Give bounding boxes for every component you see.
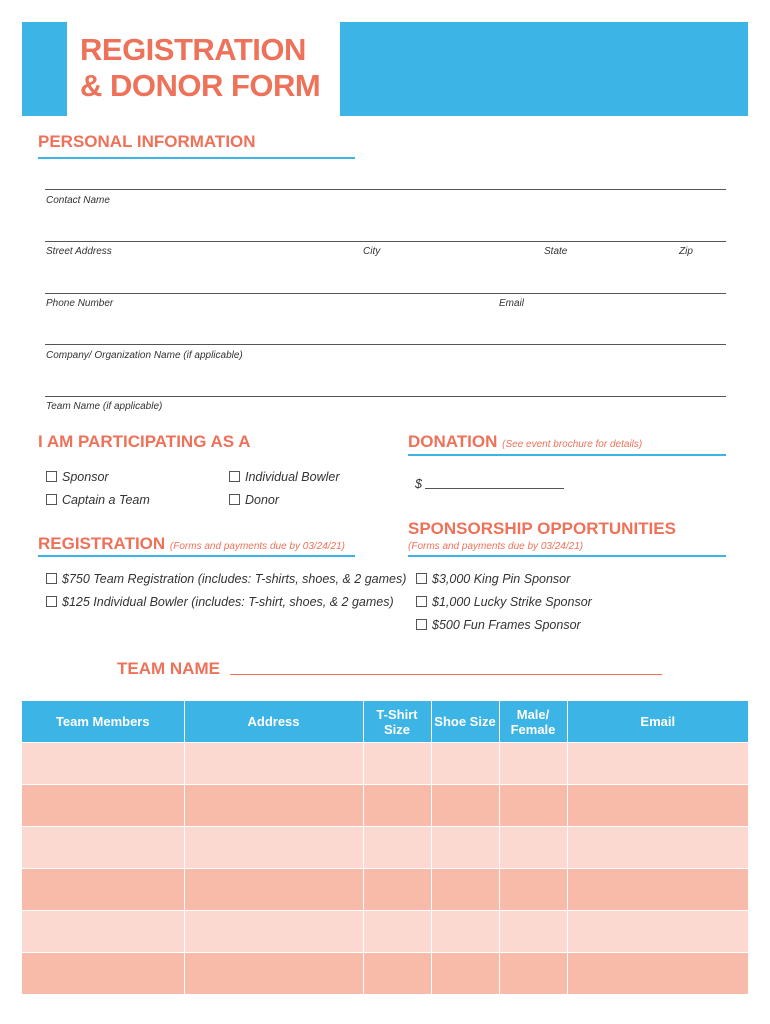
table-cell[interactable] bbox=[363, 785, 431, 827]
table-cell[interactable] bbox=[363, 869, 431, 911]
registration-heading: REGISTRATION (Forms and payments due by 03/24/21) bbox=[38, 534, 346, 553]
table-header-row bbox=[22, 701, 748, 743]
table-cell[interactable] bbox=[499, 785, 567, 827]
table-cell[interactable] bbox=[499, 911, 567, 953]
table-cell[interactable] bbox=[431, 827, 499, 869]
table-cell[interactable] bbox=[431, 743, 499, 785]
table-cell[interactable] bbox=[363, 743, 431, 785]
sponsorship-underline bbox=[408, 555, 726, 557]
col-gender: Male/ Female bbox=[499, 701, 567, 743]
table-row bbox=[22, 911, 748, 953]
option-sponsor[interactable]: Sponsor bbox=[46, 470, 109, 484]
option-individual-registration[interactable]: $125 Individual Bowler (includes: T-shirt, shoes, & 2 games) bbox=[46, 595, 394, 609]
table-cell[interactable] bbox=[184, 743, 363, 785]
checkbox[interactable] bbox=[46, 471, 57, 482]
registration-note: (Forms and payments due by 03/24/21) bbox=[169, 541, 346, 552]
option-fun-frames[interactable]: $500 Fun Frames Sponsor bbox=[416, 618, 581, 632]
team-name-field[interactable] bbox=[45, 396, 726, 397]
state-label: State bbox=[544, 246, 568, 257]
personal-info-heading: PERSONAL INFORMATION bbox=[38, 132, 256, 151]
personal-info-underline bbox=[38, 157, 355, 159]
city-label: City bbox=[363, 246, 381, 257]
donation-heading: DONATION (See event brochure for details) bbox=[408, 432, 643, 451]
checkbox[interactable] bbox=[46, 596, 57, 607]
participating-heading: I AM PARTICIPATING AS A bbox=[38, 432, 251, 451]
table-cell[interactable] bbox=[363, 953, 431, 995]
table-cell[interactable] bbox=[22, 869, 184, 911]
table-cell[interactable] bbox=[184, 953, 363, 995]
option-donor[interactable]: Donor bbox=[229, 493, 279, 507]
table-cell[interactable] bbox=[567, 911, 748, 953]
table-cell[interactable] bbox=[567, 869, 748, 911]
table-cell[interactable] bbox=[431, 911, 499, 953]
table-cell[interactable] bbox=[499, 827, 567, 869]
street-address-label: Street Address bbox=[46, 246, 112, 257]
form-title-line1: REGISTRATION bbox=[80, 32, 306, 67]
checkbox[interactable] bbox=[416, 596, 427, 607]
table-cell[interactable] bbox=[363, 827, 431, 869]
table-cell[interactable] bbox=[431, 953, 499, 995]
col-tshirt-size: T-Shirt Size bbox=[363, 701, 431, 743]
table-row bbox=[22, 743, 748, 785]
donation-note: (See event brochure for details) bbox=[502, 439, 643, 450]
company-label: Company/ Organization Name (if applicable) bbox=[46, 350, 243, 361]
table-cell[interactable] bbox=[184, 911, 363, 953]
form-title bbox=[80, 32, 320, 104]
table-cell[interactable] bbox=[567, 743, 748, 785]
table-cell[interactable] bbox=[431, 869, 499, 911]
contact-name-label: Contact Name bbox=[46, 195, 110, 206]
checkbox[interactable] bbox=[416, 573, 427, 584]
team-name-label: Team Name (if applicable) bbox=[46, 401, 163, 412]
col-shoe-size: Shoe Size bbox=[431, 701, 499, 743]
option-captain-team[interactable]: Captain a Team bbox=[46, 493, 150, 507]
table-cell[interactable] bbox=[567, 785, 748, 827]
email-label: Email bbox=[499, 298, 525, 309]
col-team-members: Team Members bbox=[22, 701, 184, 743]
table-row bbox=[22, 953, 748, 995]
team-name-input-line[interactable] bbox=[230, 674, 662, 675]
header-accent-bar bbox=[22, 22, 67, 116]
checkbox[interactable] bbox=[416, 619, 427, 630]
address-field[interactable] bbox=[45, 241, 726, 242]
zip-label: Zip bbox=[679, 246, 693, 257]
col-address: Address bbox=[184, 701, 363, 743]
registration-underline bbox=[38, 555, 355, 557]
checkbox[interactable] bbox=[229, 471, 240, 482]
table-cell[interactable] bbox=[363, 911, 431, 953]
table-cell[interactable] bbox=[567, 827, 748, 869]
contact-name-field[interactable] bbox=[45, 189, 726, 190]
header-blue-block bbox=[340, 22, 748, 116]
company-field[interactable] bbox=[45, 344, 726, 345]
table-cell[interactable] bbox=[499, 953, 567, 995]
table-cell[interactable] bbox=[184, 785, 363, 827]
table-cell[interactable] bbox=[499, 869, 567, 911]
sponsorship-heading: SPONSORSHIP OPPORTUNITIES bbox=[408, 519, 676, 538]
donation-amount-field[interactable] bbox=[425, 488, 564, 489]
col-email: Email bbox=[567, 701, 748, 743]
phone-label: Phone Number bbox=[46, 298, 114, 309]
table-cell[interactable] bbox=[431, 785, 499, 827]
table-row bbox=[22, 869, 748, 911]
phone-email-field[interactable] bbox=[45, 293, 726, 294]
option-team-registration[interactable]: $750 Team Registration (includes: T-shirts, shoes, & 2 games) bbox=[46, 572, 406, 586]
table-cell[interactable] bbox=[567, 953, 748, 995]
team-name-heading: TEAM NAME bbox=[117, 659, 220, 678]
table-row bbox=[22, 827, 748, 869]
table-cell[interactable] bbox=[22, 953, 184, 995]
option-king-pin[interactable]: $3,000 King Pin Sponsor bbox=[416, 572, 570, 586]
option-lucky-strike[interactable]: $1,000 Lucky Strike Sponsor bbox=[416, 595, 592, 609]
option-individual-bowler[interactable]: Individual Bowler bbox=[229, 470, 340, 484]
table-cell[interactable] bbox=[22, 743, 184, 785]
table-cell[interactable] bbox=[499, 743, 567, 785]
table-cell[interactable] bbox=[22, 827, 184, 869]
team-members-table bbox=[22, 701, 748, 994]
table-row bbox=[22, 785, 748, 827]
checkbox[interactable] bbox=[229, 494, 240, 505]
table-cell[interactable] bbox=[184, 869, 363, 911]
table-cell[interactable] bbox=[184, 827, 363, 869]
table-cell[interactable] bbox=[22, 785, 184, 827]
donation-underline bbox=[408, 454, 726, 456]
donation-currency: $ bbox=[415, 477, 422, 491]
checkbox[interactable] bbox=[46, 494, 57, 505]
table-cell[interactable] bbox=[22, 911, 184, 953]
form-title-line2: & DONOR FORM bbox=[80, 68, 321, 103]
sponsorship-note: (Forms and payments due by 03/24/21) bbox=[408, 541, 584, 552]
checkbox[interactable] bbox=[46, 573, 57, 584]
